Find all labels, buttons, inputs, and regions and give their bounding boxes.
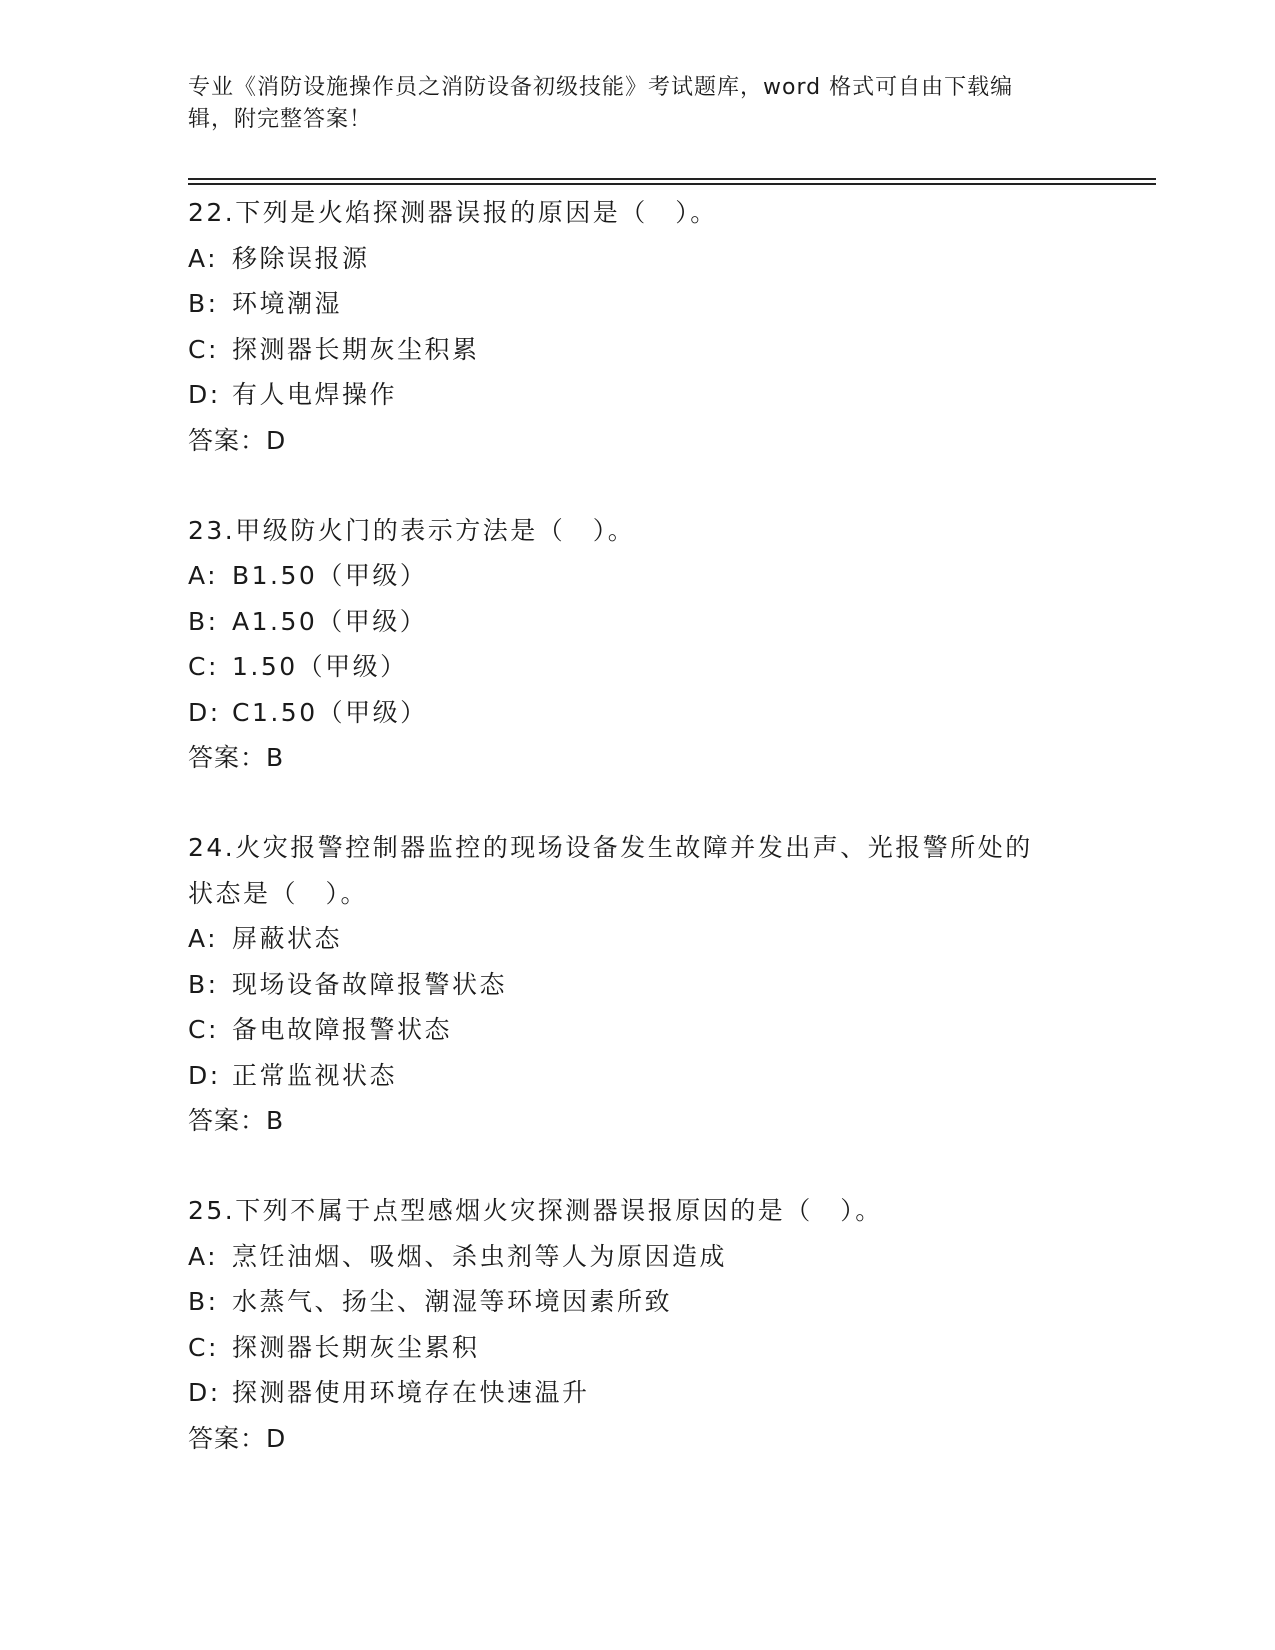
option-d — [188, 1370, 1088, 1416]
option-d — [188, 372, 1088, 418]
header-divider-top — [188, 178, 1156, 180]
option-key: A: — [188, 561, 219, 590]
document-header — [188, 72, 1088, 136]
option-key: B: — [188, 289, 219, 318]
option-c — [188, 1007, 1088, 1053]
option-b — [188, 962, 1088, 1008]
option-c — [188, 327, 1088, 373]
option-key: B: — [188, 606, 219, 636]
option-a — [188, 553, 1088, 599]
option-text: 屏蔽状态 — [232, 924, 343, 953]
option-text: 探测器使用环境存在快速温升 — [232, 1378, 590, 1407]
answer-line: 答案：B — [188, 743, 285, 772]
option-text: 移除误报源 — [232, 243, 370, 273]
option-key: C: — [188, 334, 219, 364]
option-text: C1.50（甲级） — [232, 697, 428, 727]
answer-line: 答案：D — [188, 1423, 287, 1453]
question-23 — [188, 508, 1088, 782]
question-stem: 23.甲级防火门的表示方法是（ ）。 — [188, 515, 636, 545]
option-key: C: — [188, 1332, 219, 1362]
option-a — [188, 236, 1088, 282]
option-text: 探测器长期灰尘累积 — [232, 1332, 480, 1362]
header-divider-bottom — [188, 183, 1156, 185]
option-text: 现场设备故障报警状态 — [232, 969, 508, 999]
option-key: D: — [188, 380, 221, 409]
option-key: D: — [188, 1060, 221, 1090]
option-a — [188, 1234, 1088, 1280]
option-key: A: — [188, 924, 219, 953]
question-25 — [188, 1188, 1088, 1462]
option-b — [188, 599, 1088, 645]
question-stem: 22.下列是火焰探测器误报的原因是（ ）。 — [188, 198, 718, 227]
question-list — [188, 190, 1088, 1506]
option-text: B1.50（甲级） — [232, 561, 428, 590]
option-c — [188, 1325, 1088, 1371]
question-stem: 25.下列不属于点型感烟火灾探测器误报原因的是（ ）。 — [188, 1196, 883, 1225]
option-c — [188, 644, 1088, 690]
header-line-2: 辑，附完整答案！ — [188, 107, 373, 132]
option-key: C: — [188, 1015, 219, 1044]
option-b — [188, 1279, 1088, 1325]
question-stem-line-2: 状态是（ ）。 — [188, 878, 369, 908]
option-text: 探测器长期灰尘积累 — [232, 334, 480, 364]
option-key: A: — [188, 243, 219, 273]
option-d — [188, 690, 1088, 736]
option-key: D: — [188, 1378, 221, 1407]
header-line-1: 专业《消防设施操作员之消防设备初级技能》考试题库，word 格式可自由下载编 — [188, 75, 1014, 100]
option-key: A: — [188, 1241, 219, 1271]
option-text: 有人电焊操作 — [232, 380, 398, 409]
option-text: 1.50（甲级） — [232, 652, 408, 681]
answer-line: 答案：D — [188, 425, 287, 455]
option-text: 水蒸气、扬尘、潮湿等环境因素所致 — [232, 1287, 673, 1316]
option-text: 环境潮湿 — [232, 289, 343, 318]
option-text: 烹饪油烟、吸烟、杀虫剂等人为原因造成 — [232, 1241, 728, 1271]
option-key: B: — [188, 969, 219, 999]
option-b — [188, 281, 1088, 327]
question-22 — [188, 190, 1088, 464]
option-key: C: — [188, 652, 219, 681]
question-24 — [188, 825, 1088, 1144]
answer-line: 答案：B — [188, 1106, 285, 1135]
option-text: 备电故障报警状态 — [232, 1015, 453, 1044]
option-a — [188, 916, 1088, 962]
option-key: B: — [188, 1287, 219, 1316]
option-key: D: — [188, 697, 221, 727]
option-text: A1.50（甲级） — [232, 606, 428, 636]
option-text: 正常监视状态 — [232, 1060, 398, 1090]
option-d — [188, 1053, 1088, 1099]
question-stem-line-1: 24.火灾报警控制器监控的现场设备发生故障并发出声、光报警所处的 — [188, 833, 1033, 862]
